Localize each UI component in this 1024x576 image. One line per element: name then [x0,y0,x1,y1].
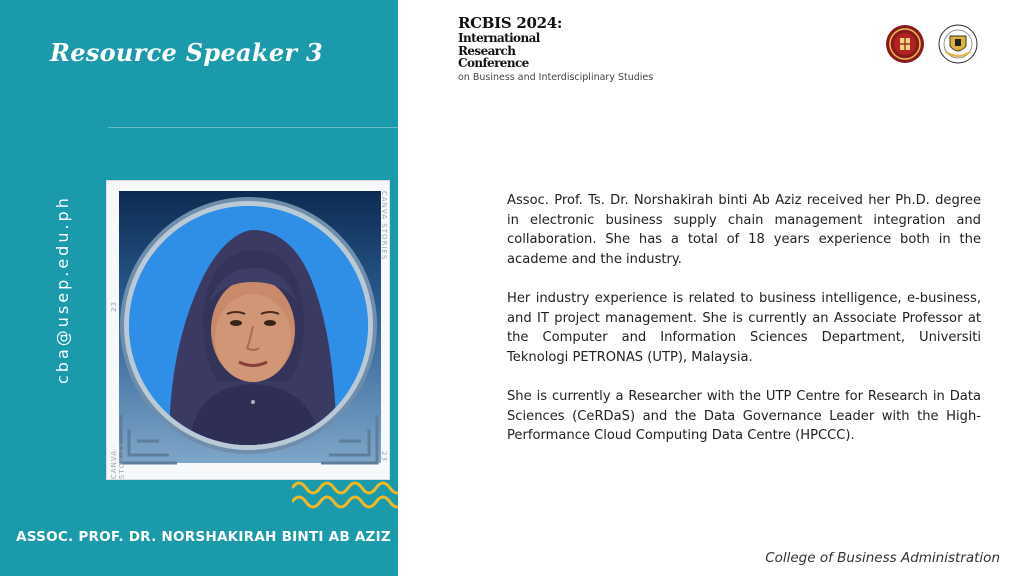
speaker-bio [507,191,981,465]
speaker-photo-frame [106,180,390,480]
bio-paragraph-3: She is currently a Researcher with the UTP Centre for Research in Data Sciences (CeRDaS) and the Data Governance Leader with the High-Performance Cloud Computing Data Centre (HPCCC). [507,388,981,444]
conference-title: RCBIS 2024: [458,14,563,32]
divider-line [108,127,398,128]
bio-paragraph-2: Her industry experience is related to business intelligence, e-business, and IT project management. She is currently an Associate Professor at the Computer and Information Sciences Department, Universiti Teknologi PETRONAS (UTP), Malaysia. [507,290,981,365]
conference-line-1: International [458,31,540,45]
corner-deco-right [319,413,379,465]
speaker-name: ASSOC. PROF. DR. NORSHAKIRAH BINTI AB AZIZ [16,529,391,545]
photo-stamp-left: CANVA STORIES [110,441,126,479]
zigzag-decoration [292,476,398,516]
conference-title-block [458,14,653,83]
email-text: cba@usep.edu.ph [53,195,72,385]
footer-college: College of Business Administration [765,550,1000,566]
college-seal-logo [938,24,978,64]
university-seal-logo [885,24,925,64]
photo-number-right: 23 [380,451,388,462]
speaker-portrait-icon [129,206,368,445]
conference-line-3: Conference [458,56,529,70]
conference-line-2: Research [458,43,516,58]
corner-deco-left [119,413,179,465]
slide-heading: Resource Speaker 3 [50,38,323,67]
conference-subtitle: on Business and Interdisciplinary Studies [458,71,654,83]
photo-stamp-right: CANVA STORIES [380,191,388,261]
photo-number-left: 23 [110,301,118,312]
left-panel [0,0,398,576]
bio-paragraph-1: Assoc. Prof. Ts. Dr. Norshakirah binti Ab Aziz received her Ph.D. degree in electronic business supply chain management integration and collaboration. She has a total of 18 years experience both in the academe and the industry. [507,193,981,267]
